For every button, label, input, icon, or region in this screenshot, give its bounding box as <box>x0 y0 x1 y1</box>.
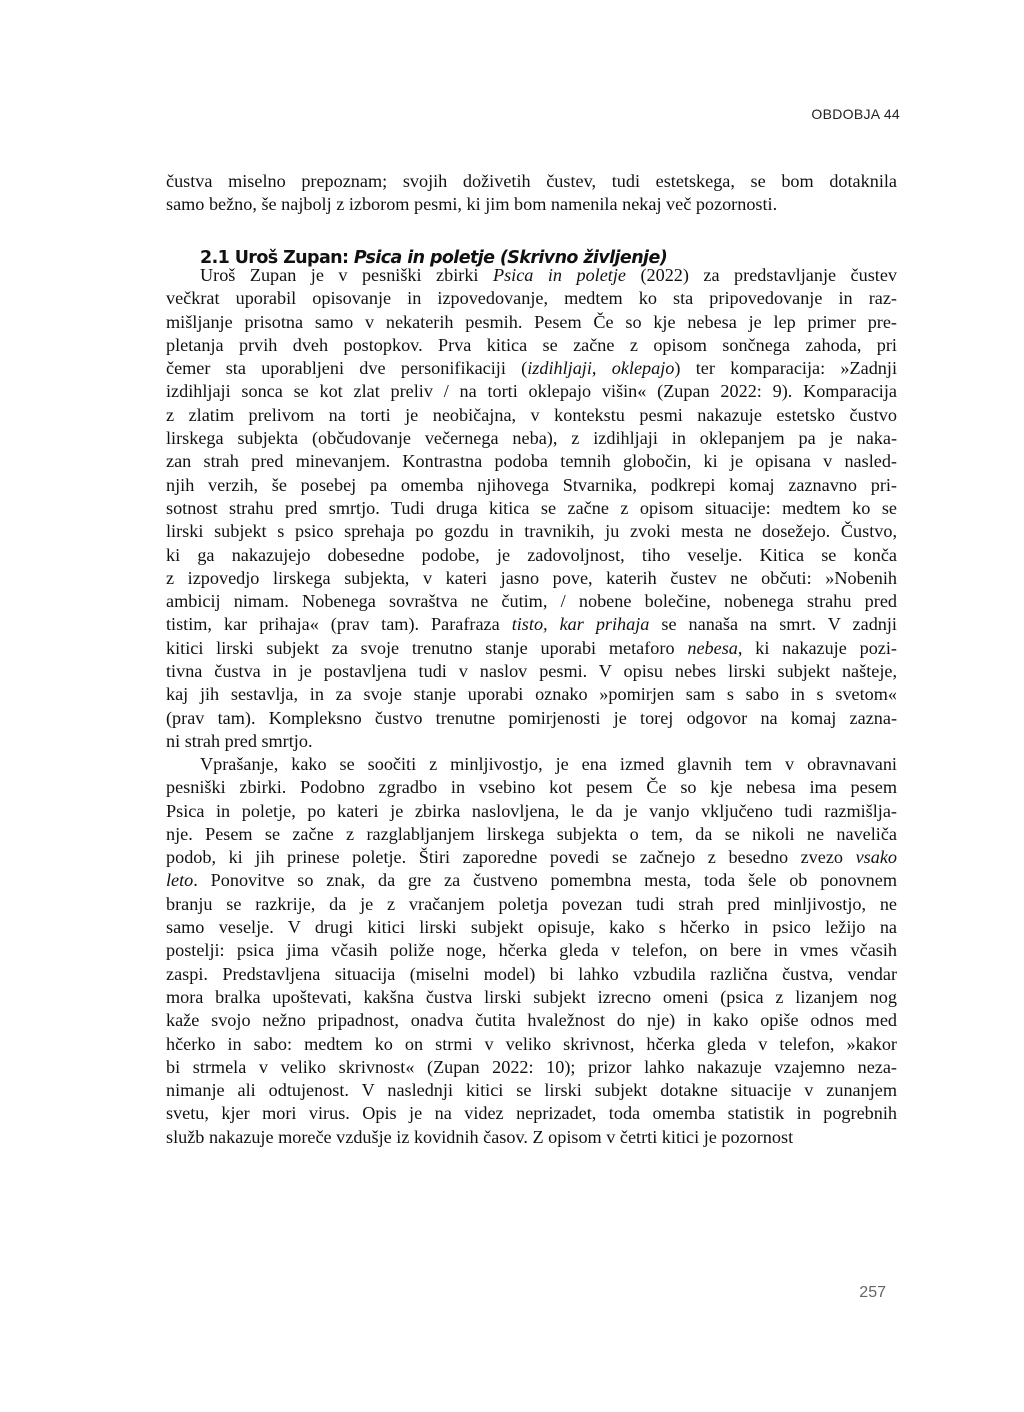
text-run: Uroš Zupan je v pesniški zbirki <box>200 265 493 285</box>
italic-text-run: nebesa <box>687 637 738 658</box>
text-run: mora bralka upoštevati, kakšna čustva lirski subjekt izrecno omeni (psica z lizanjem nog <box>166 986 897 1007</box>
text-run: mišljanje prisotna samo v nekaterih pesmih. Pesem Če so kje nebesa je lep primer pre- <box>166 311 897 332</box>
text-run: svetu, kjer mori virus. Opis je na videz neprizadet, toda omemba statistik in pogrebnih <box>166 1103 897 1124</box>
text-line <box>166 637 897 660</box>
text-line <box>166 1079 897 1102</box>
text-run: kaže svojo nežno pripadnost, onadva čutita hvaležnost do nje) in kako opiše odnos med <box>166 1010 897 1031</box>
text-line <box>166 753 897 776</box>
text-run: čemer sta uporabljeni dve personifikaciji ( <box>166 358 528 379</box>
text-run: samo veselje. V drugi kitici lirski subjekt opisuje, kako s hčerko in psico ležijo na <box>166 917 897 938</box>
text-run: kaj jih sestavlja, in za svoje stanje uporabi oznako »pomirjen sam s sabo in s svetom« <box>166 684 897 705</box>
text-line <box>166 404 897 427</box>
text-line <box>166 660 897 683</box>
text-run: , <box>591 358 612 379</box>
body-paragraph-1 <box>166 264 897 753</box>
text-run: bi strmela v veliko skrivnost« (Zupan 2022: 10); prizor lahko nakazuje vzajemno neza- <box>166 1056 897 1077</box>
text-run: (prav tam). Kompleksno čustvo trenutne pomirjenosti je torej odgovor na komaj zazna- <box>166 707 897 728</box>
text-run: tivna čustva in je postavljena tudi v naslov pesmi. V opisu nebes lirski subjekt našteje, <box>166 661 897 682</box>
text-line <box>166 939 897 962</box>
text-line <box>166 800 897 823</box>
text-run: (2022) za predstavljanje čustev <box>625 265 898 285</box>
text-line <box>166 497 897 520</box>
text-run: ambicij nimam. Nobenega sovraštva ne čutim, / nobene bolečine, nobenega strahu pred <box>166 591 897 612</box>
text-line <box>166 869 897 892</box>
text-line <box>166 893 897 916</box>
text-line: čustva miselno prepoznam; svojih doživetih čustev, tudi estetskega, se bom dotaknila <box>166 171 897 191</box>
text-run: nje. Pesem se začne z razglabljanjem lirskega subjekta o tem, da se nikoli ne naveliča <box>166 823 897 844</box>
text-line <box>166 776 897 799</box>
text-line <box>166 520 897 543</box>
text-run: večkrat uporabil opisovanje in izpovedovanje, medtem ko sta pripovedovanje in raz- <box>166 288 897 309</box>
text-run: postelji: psica jima včasih poliže noge, hčerka gleda v telefon, on bere in vmes včasih <box>166 940 897 961</box>
text-run: služb nakazuje moreče vzdušje iz kovidnih časov. Z opisom v četrti kitici je pozornost <box>166 1126 794 1147</box>
text-line <box>166 986 897 1009</box>
text-run: lirskega subjekta (občudovanje večernega neba), z izdihljaji in oklepanjem pa je naka- <box>166 428 897 449</box>
text-line <box>166 916 897 939</box>
text-run: , ki nakazuje pozi- <box>737 637 897 658</box>
text-line <box>166 357 897 380</box>
text-run: zan strah pred minevanjem. Kontrastna podoba temnih globočin, ki je opisana v nasled- <box>166 451 897 472</box>
text-line <box>166 707 897 730</box>
text-line <box>166 1033 897 1056</box>
section-heading-number: 2.1 Uroš Zupan: <box>200 248 354 268</box>
text-line <box>166 450 897 473</box>
italic-text-run: izdihljaji <box>527 358 592 379</box>
text-run: Psica in poletje, po kateri je zbirka naslovljena, le da je vanjo vključeno tudi razmišlja- <box>166 800 897 821</box>
text-run: kitici lirski subjekt za svoje trenutno stanje uporabi metaforo <box>166 637 688 658</box>
text-line <box>166 311 897 334</box>
text-line <box>166 823 897 846</box>
text-run: ni strah pred smrtjo. <box>166 730 313 751</box>
text-run: tistim, kar prihaja« (prav tam). Parafraza <box>166 614 512 635</box>
text-line <box>166 1126 897 1149</box>
page-number: 257 <box>859 1284 886 1301</box>
text-line <box>166 613 897 636</box>
text-line <box>166 287 897 310</box>
text-line <box>166 544 897 567</box>
text-run: nimanje ali odtujenost. V naslednji kitici se lirski subjekt dotakne situacije v zunanjem <box>166 1080 897 1101</box>
italic-text-run: oklepajo <box>611 358 675 379</box>
text-line <box>166 846 897 869</box>
text-line <box>166 683 897 706</box>
section-heading-title: Psica in poletje (Skrivno življenje) <box>353 248 668 268</box>
text-line <box>166 380 897 403</box>
text-run: Vprašanje, kako se soočiti z minljivostjo, je ena izmed glavnih tem v obravnavani <box>200 754 897 774</box>
text-run: izdihljaji sonca se kot zlat preliv / na torti oklepajo višin« (Zupan 2022: 9). Komparacija <box>166 381 897 402</box>
text-line <box>166 590 897 613</box>
text-run: zaspi. Predstavljena situacija (miselni model) bi lahko vzbudila različna čustva, vendar <box>166 963 897 984</box>
running-head: OBDOBJA 44 <box>811 106 900 122</box>
body-paragraph-2 <box>166 753 897 1149</box>
italic-text-run: leto <box>166 870 194 891</box>
italic-text-run: tisto, kar prihaja <box>511 614 650 635</box>
text-run: ki ga nakazujejo dobesedne podobe, je zadovoljnost, tiho veselje. Kitica se konča <box>166 544 897 565</box>
text-run: lirski subjekt s psico sprehaja po gozdu in travnikih, ju zvoki mesta ne dosežejo. Čustvo, <box>166 521 897 542</box>
text-run: se nanaša na smrt. V zadnji <box>649 614 897 635</box>
text-run: pesniški zbirki. Podobno zgradbo in vsebino kot pesem Če so kje nebesa ima pesem <box>166 777 897 798</box>
text-run: branju se razkrije, da je z vračanjem poletja povezan tudi strah pred minljivostjo, ne <box>166 893 897 914</box>
text-run: . Ponovitve so znak, da gre za čustveno pomembna mesta, toda šele ob ponovnem <box>193 870 897 891</box>
text-run: z zlatim prelivom na torti je neobičajna, v kontekstu pesmi nakazuje estetsko čustvo <box>166 404 897 425</box>
text-line <box>166 474 897 497</box>
text-line: samo bežno, še najbolj z izborom pesmi, ki jim bom namenila nekaj več pozornosti. <box>166 194 778 215</box>
text-line <box>166 264 897 287</box>
text-line <box>166 730 897 753</box>
text-line <box>166 567 897 590</box>
text-line <box>166 334 897 357</box>
intro-paragraph <box>166 170 897 217</box>
text-run: hčerko in sabo: medtem ko on strmi v veliko skrivnost, hčerka gleda v telefon, »kakor <box>166 1033 897 1054</box>
italic-text-run: Psica in poletje <box>492 265 626 285</box>
text-line <box>166 1056 897 1079</box>
text-run: z izpovedjo lirskega subjekta, v kateri jasno pove, katerih čustev ne občuti: »Nobenih <box>166 567 897 588</box>
italic-text-run: vsako <box>855 847 897 868</box>
text-run: pletanja prvih dveh postopkov. Prva kitica se začne z opisom sončnega zahoda, pri <box>166 334 897 355</box>
text-line <box>166 1009 897 1032</box>
text-line <box>166 427 897 450</box>
text-line <box>166 1102 897 1125</box>
text-line <box>166 963 897 986</box>
text-run: podob, ki jih prinese poletje. Štiri zaporedne povedi se začnejo z besedno zvezo <box>166 847 856 868</box>
text-run: njih verzih, še posebej pa omemba njihovega Stvarnika, podkrepi komaj zaznavno pri- <box>166 474 897 495</box>
text-run: sotnost strahu pred smrtjo. Tudi druga kitica se začne z opisom situacije: medtem ko se <box>166 497 897 518</box>
text-run: ) ter komparacija: »Zadnji <box>674 358 897 379</box>
